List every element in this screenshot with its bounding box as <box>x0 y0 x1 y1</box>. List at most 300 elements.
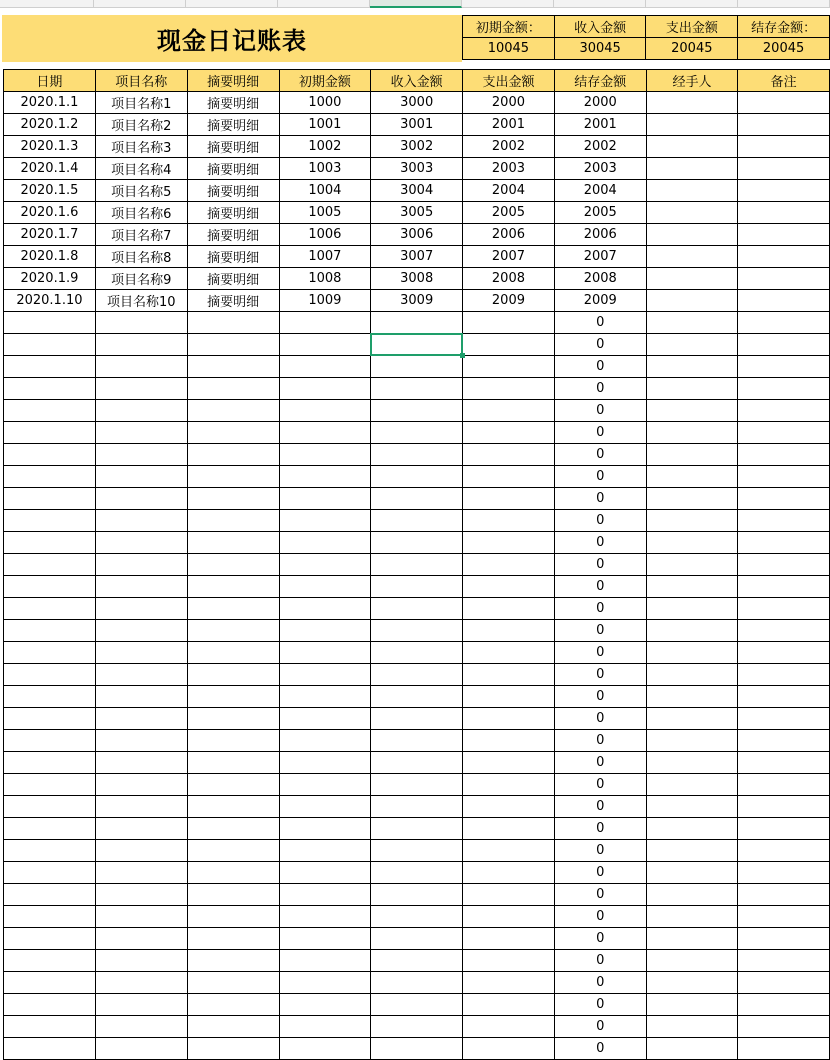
cell-handler[interactable] <box>646 840 738 862</box>
cell-notes[interactable] <box>738 400 830 422</box>
cell-balance[interactable]: 0 <box>554 686 646 708</box>
cell-initial[interactable] <box>279 950 371 972</box>
cell-summary[interactable]: 摘要明细 <box>187 158 279 180</box>
cell-income[interactable] <box>371 730 463 752</box>
cell-income[interactable] <box>371 334 463 356</box>
cell-summary[interactable]: 摘要明细 <box>187 246 279 268</box>
cell-initial[interactable] <box>279 994 371 1016</box>
cell-handler[interactable] <box>646 774 738 796</box>
cell-date[interactable] <box>4 928 96 950</box>
cell-balance[interactable]: 2006 <box>554 224 646 246</box>
cell-handler[interactable] <box>646 972 738 994</box>
cell-project[interactable] <box>95 532 187 554</box>
cell-handler[interactable] <box>646 136 738 158</box>
cell-summary[interactable] <box>187 488 279 510</box>
cell-project[interactable] <box>95 334 187 356</box>
cell-project[interactable] <box>95 466 187 488</box>
cell-notes[interactable] <box>738 202 830 224</box>
cell-summary[interactable] <box>187 576 279 598</box>
cell-expense[interactable] <box>463 950 555 972</box>
cell-initial[interactable] <box>279 708 371 730</box>
cell-handler[interactable] <box>646 114 738 136</box>
cell-date[interactable]: 2020.1.7 <box>4 224 96 246</box>
cell-handler[interactable] <box>646 158 738 180</box>
cell-date[interactable] <box>4 664 96 686</box>
cell-balance[interactable]: 2005 <box>554 202 646 224</box>
cell-date[interactable]: 2020.1.4 <box>4 158 96 180</box>
cell-initial[interactable] <box>279 906 371 928</box>
cell-initial[interactable]: 1004 <box>279 180 371 202</box>
cell-expense[interactable]: 2002 <box>463 136 555 158</box>
cell-income[interactable]: 3008 <box>371 268 463 290</box>
cell-notes[interactable] <box>738 1038 830 1060</box>
cell-initial[interactable] <box>279 972 371 994</box>
summary-value-balance[interactable]: 20045 <box>738 38 830 60</box>
cell-expense[interactable] <box>463 620 555 642</box>
cell-handler[interactable] <box>646 224 738 246</box>
cell-income[interactable] <box>371 818 463 840</box>
cell-summary[interactable] <box>187 906 279 928</box>
cell-handler[interactable] <box>646 92 738 114</box>
cell-summary[interactable] <box>187 532 279 554</box>
cell-project[interactable] <box>95 928 187 950</box>
cell-handler[interactable] <box>646 246 738 268</box>
cell-date[interactable] <box>4 906 96 928</box>
cell-notes[interactable] <box>738 246 830 268</box>
cell-summary[interactable] <box>187 862 279 884</box>
cell-project[interactable] <box>95 774 187 796</box>
col-header-notes[interactable]: 备注 <box>738 70 830 92</box>
cell-summary[interactable] <box>187 972 279 994</box>
cell-notes[interactable] <box>738 774 830 796</box>
cell-balance[interactable]: 2000 <box>554 92 646 114</box>
cell-summary[interactable] <box>187 730 279 752</box>
cell-balance[interactable]: 0 <box>554 378 646 400</box>
cell-balance[interactable]: 0 <box>554 730 646 752</box>
cell-expense[interactable] <box>463 686 555 708</box>
cell-income[interactable] <box>371 598 463 620</box>
cell-project[interactable]: 项目名称3 <box>95 136 187 158</box>
cell-balance[interactable]: 0 <box>554 884 646 906</box>
cell-summary[interactable] <box>187 752 279 774</box>
cell-summary[interactable] <box>187 510 279 532</box>
cell-balance[interactable]: 0 <box>554 532 646 554</box>
cell-summary[interactable] <box>187 994 279 1016</box>
cell-balance[interactable]: 0 <box>554 862 646 884</box>
cell-handler[interactable] <box>646 906 738 928</box>
cell-summary[interactable] <box>187 796 279 818</box>
cell-expense[interactable] <box>463 1038 555 1060</box>
cell-expense[interactable] <box>463 752 555 774</box>
cell-notes[interactable] <box>738 532 830 554</box>
cell-income[interactable] <box>371 994 463 1016</box>
fill-handle[interactable] <box>460 353 465 358</box>
cell-expense[interactable] <box>463 862 555 884</box>
cell-project[interactable]: 项目名称9 <box>95 268 187 290</box>
cell-project[interactable] <box>95 950 187 972</box>
cell-notes[interactable] <box>738 488 830 510</box>
cell-project[interactable]: 项目名称5 <box>95 180 187 202</box>
cell-balance[interactable]: 2002 <box>554 136 646 158</box>
cell-initial[interactable]: 1009 <box>279 290 371 312</box>
cell-income[interactable] <box>371 444 463 466</box>
cell-expense[interactable] <box>463 906 555 928</box>
cell-initial[interactable] <box>279 576 371 598</box>
cell-income[interactable] <box>371 378 463 400</box>
cell-summary[interactable] <box>187 708 279 730</box>
cell-handler[interactable] <box>646 356 738 378</box>
cell-balance[interactable]: 0 <box>554 664 646 686</box>
cell-expense[interactable] <box>463 378 555 400</box>
cell-summary[interactable] <box>187 466 279 488</box>
cell-balance[interactable]: 2001 <box>554 114 646 136</box>
cell-date[interactable] <box>4 422 96 444</box>
cell-initial[interactable] <box>279 444 371 466</box>
cell-balance[interactable]: 0 <box>554 1016 646 1038</box>
cell-handler[interactable] <box>646 554 738 576</box>
cell-expense[interactable] <box>463 818 555 840</box>
cell-summary[interactable] <box>187 356 279 378</box>
cell-date[interactable] <box>4 466 96 488</box>
cell-date[interactable]: 2020.1.10 <box>4 290 96 312</box>
cell-income[interactable] <box>371 488 463 510</box>
cell-project[interactable] <box>95 356 187 378</box>
cell-initial[interactable] <box>279 818 371 840</box>
cell-expense[interactable]: 2009 <box>463 290 555 312</box>
cell-income[interactable]: 3004 <box>371 180 463 202</box>
cell-balance[interactable]: 0 <box>554 950 646 972</box>
cell-balance[interactable]: 0 <box>554 1038 646 1060</box>
cell-income[interactable] <box>371 686 463 708</box>
cell-expense[interactable]: 2000 <box>463 92 555 114</box>
cell-notes[interactable] <box>738 444 830 466</box>
cell-project[interactable] <box>95 598 187 620</box>
cell-project[interactable] <box>95 884 187 906</box>
cell-summary[interactable] <box>187 642 279 664</box>
cell-date[interactable] <box>4 1016 96 1038</box>
cell-project[interactable]: 项目名称2 <box>95 114 187 136</box>
cell-notes[interactable] <box>738 158 830 180</box>
cell-initial[interactable] <box>279 510 371 532</box>
cell-income[interactable]: 3002 <box>371 136 463 158</box>
cell-expense[interactable] <box>463 356 555 378</box>
summary-label-balance[interactable]: 结存金额： <box>738 16 830 38</box>
column-header-selected[interactable] <box>370 0 462 8</box>
cell-income[interactable] <box>371 972 463 994</box>
cell-project[interactable] <box>95 818 187 840</box>
cell-income[interactable] <box>371 466 463 488</box>
cell-project[interactable] <box>95 840 187 862</box>
cell-handler[interactable] <box>646 290 738 312</box>
cell-expense[interactable] <box>463 840 555 862</box>
column-header[interactable] <box>94 0 186 8</box>
cell-initial[interactable] <box>279 488 371 510</box>
cell-project[interactable] <box>95 796 187 818</box>
cell-project[interactable] <box>95 554 187 576</box>
cell-initial[interactable] <box>279 422 371 444</box>
cell-summary[interactable] <box>187 554 279 576</box>
cell-summary[interactable]: 摘要明细 <box>187 114 279 136</box>
cell-income[interactable]: 3006 <box>371 224 463 246</box>
cell-notes[interactable] <box>738 950 830 972</box>
cell-expense[interactable] <box>463 708 555 730</box>
cell-expense[interactable]: 2007 <box>463 246 555 268</box>
cell-date[interactable] <box>4 972 96 994</box>
cell-date[interactable]: 2020.1.9 <box>4 268 96 290</box>
cell-balance[interactable]: 2008 <box>554 268 646 290</box>
cell-summary[interactable] <box>187 422 279 444</box>
cell-handler[interactable] <box>646 400 738 422</box>
cell-project[interactable] <box>95 730 187 752</box>
summary-label-income[interactable]: 收入金额 <box>554 16 646 38</box>
summary-label-initial[interactable]: 初期金额： <box>463 16 555 38</box>
col-header-income[interactable]: 收入金额 <box>371 70 463 92</box>
column-header[interactable] <box>186 0 278 8</box>
cell-notes[interactable] <box>738 92 830 114</box>
col-header-date[interactable]: 日期 <box>4 70 96 92</box>
cell-summary[interactable] <box>187 598 279 620</box>
cell-balance[interactable]: 0 <box>554 928 646 950</box>
cell-balance[interactable]: 0 <box>554 576 646 598</box>
cell-handler[interactable] <box>646 796 738 818</box>
cell-initial[interactable] <box>279 840 371 862</box>
cell-income[interactable] <box>371 422 463 444</box>
cell-income[interactable] <box>371 928 463 950</box>
cell-handler[interactable] <box>646 708 738 730</box>
cell-expense[interactable] <box>463 466 555 488</box>
cell-notes[interactable] <box>738 730 830 752</box>
cell-income[interactable] <box>371 400 463 422</box>
cell-income[interactable] <box>371 554 463 576</box>
cell-summary[interactable] <box>187 334 279 356</box>
cell-notes[interactable] <box>738 642 830 664</box>
cell-summary[interactable] <box>187 774 279 796</box>
cell-handler[interactable] <box>646 1038 738 1060</box>
cell-summary[interactable] <box>187 1038 279 1060</box>
cell-expense[interactable] <box>463 972 555 994</box>
cell-notes[interactable] <box>738 554 830 576</box>
cell-notes[interactable] <box>738 466 830 488</box>
cell-date[interactable] <box>4 620 96 642</box>
cell-handler[interactable] <box>646 818 738 840</box>
cell-project[interactable] <box>95 994 187 1016</box>
cell-handler[interactable] <box>646 664 738 686</box>
cell-summary[interactable] <box>187 950 279 972</box>
cell-project[interactable] <box>95 1016 187 1038</box>
cell-summary[interactable]: 摘要明细 <box>187 92 279 114</box>
cell-summary[interactable] <box>187 312 279 334</box>
cell-handler[interactable] <box>646 1016 738 1038</box>
cell-income[interactable] <box>371 708 463 730</box>
col-header-project[interactable]: 项目名称 <box>95 70 187 92</box>
cell-notes[interactable] <box>738 906 830 928</box>
cell-date[interactable] <box>4 554 96 576</box>
cell-expense[interactable] <box>463 532 555 554</box>
cell-date[interactable] <box>4 510 96 532</box>
cell-summary[interactable] <box>187 664 279 686</box>
cell-project[interactable]: 项目名称4 <box>95 158 187 180</box>
cell-initial[interactable]: 1003 <box>279 158 371 180</box>
cell-notes[interactable] <box>738 840 830 862</box>
cell-date[interactable]: 2020.1.3 <box>4 136 96 158</box>
cell-balance[interactable]: 0 <box>554 598 646 620</box>
cell-project[interactable]: 项目名称7 <box>95 224 187 246</box>
cell-date[interactable] <box>4 730 96 752</box>
cell-income[interactable] <box>371 906 463 928</box>
cell-balance[interactable]: 0 <box>554 818 646 840</box>
cell-date[interactable] <box>4 796 96 818</box>
cell-notes[interactable] <box>738 862 830 884</box>
cell-handler[interactable] <box>646 510 738 532</box>
cell-initial[interactable] <box>279 1016 371 1038</box>
cell-project[interactable]: 项目名称8 <box>95 246 187 268</box>
cell-expense[interactable] <box>463 1016 555 1038</box>
cell-handler[interactable] <box>646 620 738 642</box>
cell-handler[interactable] <box>646 466 738 488</box>
cell-balance[interactable]: 0 <box>554 972 646 994</box>
cell-income[interactable] <box>371 1038 463 1060</box>
summary-value-initial[interactable]: 10045 <box>463 38 555 60</box>
cell-summary[interactable] <box>187 840 279 862</box>
cell-handler[interactable] <box>646 928 738 950</box>
cell-date[interactable] <box>4 818 96 840</box>
cell-initial[interactable] <box>279 774 371 796</box>
cell-summary[interactable] <box>187 620 279 642</box>
cell-balance[interactable]: 0 <box>554 752 646 774</box>
cell-initial[interactable] <box>279 730 371 752</box>
cell-initial[interactable] <box>279 1038 371 1060</box>
cell-income[interactable]: 3001 <box>371 114 463 136</box>
cell-project[interactable] <box>95 906 187 928</box>
cell-initial[interactable] <box>279 664 371 686</box>
cell-project[interactable] <box>95 510 187 532</box>
cell-handler[interactable] <box>646 862 738 884</box>
cell-expense[interactable] <box>463 334 555 356</box>
cell-balance[interactable]: 0 <box>554 510 646 532</box>
cell-balance[interactable]: 0 <box>554 840 646 862</box>
cell-date[interactable] <box>4 598 96 620</box>
cell-balance[interactable]: 0 <box>554 994 646 1016</box>
cell-notes[interactable] <box>738 994 830 1016</box>
cell-date[interactable] <box>4 400 96 422</box>
cell-notes[interactable] <box>738 1016 830 1038</box>
cell-notes[interactable] <box>738 818 830 840</box>
column-header[interactable] <box>278 0 370 8</box>
cell-notes[interactable] <box>738 686 830 708</box>
cell-date[interactable] <box>4 840 96 862</box>
column-header[interactable] <box>0 0 94 8</box>
cell-income[interactable] <box>371 774 463 796</box>
cell-expense[interactable] <box>463 576 555 598</box>
cell-balance[interactable]: 0 <box>554 400 646 422</box>
cell-initial[interactable] <box>279 334 371 356</box>
cell-expense[interactable] <box>463 928 555 950</box>
cell-balance[interactable]: 0 <box>554 466 646 488</box>
cell-expense[interactable] <box>463 488 555 510</box>
cell-expense[interactable]: 2003 <box>463 158 555 180</box>
cell-income[interactable] <box>371 510 463 532</box>
column-header[interactable] <box>554 0 646 8</box>
cell-notes[interactable] <box>738 290 830 312</box>
cell-initial[interactable]: 1000 <box>279 92 371 114</box>
cell-project[interactable] <box>95 664 187 686</box>
cell-initial[interactable]: 1002 <box>279 136 371 158</box>
cell-notes[interactable] <box>738 114 830 136</box>
cell-initial[interactable]: 1008 <box>279 268 371 290</box>
cell-balance[interactable]: 0 <box>554 334 646 356</box>
cell-income[interactable]: 3000 <box>371 92 463 114</box>
cell-income[interactable] <box>371 840 463 862</box>
cell-handler[interactable] <box>646 994 738 1016</box>
cell-initial[interactable] <box>279 598 371 620</box>
cell-project[interactable] <box>95 378 187 400</box>
cell-initial[interactable] <box>279 752 371 774</box>
cell-income[interactable]: 3003 <box>371 158 463 180</box>
cell-project[interactable] <box>95 972 187 994</box>
cell-date[interactable] <box>4 752 96 774</box>
cell-balance[interactable]: 2003 <box>554 158 646 180</box>
column-header[interactable] <box>738 0 830 8</box>
cell-date[interactable] <box>4 708 96 730</box>
cell-summary[interactable]: 摘要明细 <box>187 268 279 290</box>
cell-income[interactable] <box>371 642 463 664</box>
cell-initial[interactable] <box>279 554 371 576</box>
cell-project[interactable] <box>95 312 187 334</box>
cell-notes[interactable] <box>738 312 830 334</box>
cell-handler[interactable] <box>646 268 738 290</box>
cell-balance[interactable]: 0 <box>554 422 646 444</box>
cell-income[interactable] <box>371 620 463 642</box>
cell-balance[interactable]: 0 <box>554 620 646 642</box>
cell-initial[interactable] <box>279 378 371 400</box>
col-header-expense[interactable]: 支出金额 <box>463 70 555 92</box>
cell-summary[interactable]: 摘要明细 <box>187 136 279 158</box>
cell-date[interactable] <box>4 334 96 356</box>
cell-balance[interactable]: 0 <box>554 312 646 334</box>
cell-summary[interactable] <box>187 400 279 422</box>
cell-handler[interactable] <box>646 334 738 356</box>
cell-initial[interactable]: 1005 <box>279 202 371 224</box>
cell-notes[interactable] <box>738 356 830 378</box>
cell-handler[interactable] <box>646 312 738 334</box>
cell-project[interactable] <box>95 1038 187 1060</box>
cell-notes[interactable] <box>738 752 830 774</box>
cell-summary[interactable] <box>187 884 279 906</box>
cell-notes[interactable] <box>738 378 830 400</box>
cell-notes[interactable] <box>738 180 830 202</box>
cell-income[interactable] <box>371 532 463 554</box>
cell-initial[interactable] <box>279 862 371 884</box>
cell-handler[interactable] <box>646 752 738 774</box>
cell-expense[interactable] <box>463 994 555 1016</box>
cell-project[interactable] <box>95 488 187 510</box>
cell-balance[interactable]: 0 <box>554 444 646 466</box>
cell-expense[interactable]: 2001 <box>463 114 555 136</box>
cell-project[interactable] <box>95 620 187 642</box>
cell-expense[interactable] <box>463 884 555 906</box>
cell-date[interactable] <box>4 356 96 378</box>
cell-notes[interactable] <box>738 422 830 444</box>
cell-handler[interactable] <box>646 686 738 708</box>
cell-expense[interactable] <box>463 796 555 818</box>
cell-income[interactable]: 3007 <box>371 246 463 268</box>
cell-summary[interactable]: 摘要明细 <box>187 202 279 224</box>
cell-initial[interactable] <box>279 532 371 554</box>
cell-income[interactable] <box>371 796 463 818</box>
cell-expense[interactable] <box>463 400 555 422</box>
cell-date[interactable] <box>4 444 96 466</box>
cell-balance[interactable]: 2004 <box>554 180 646 202</box>
